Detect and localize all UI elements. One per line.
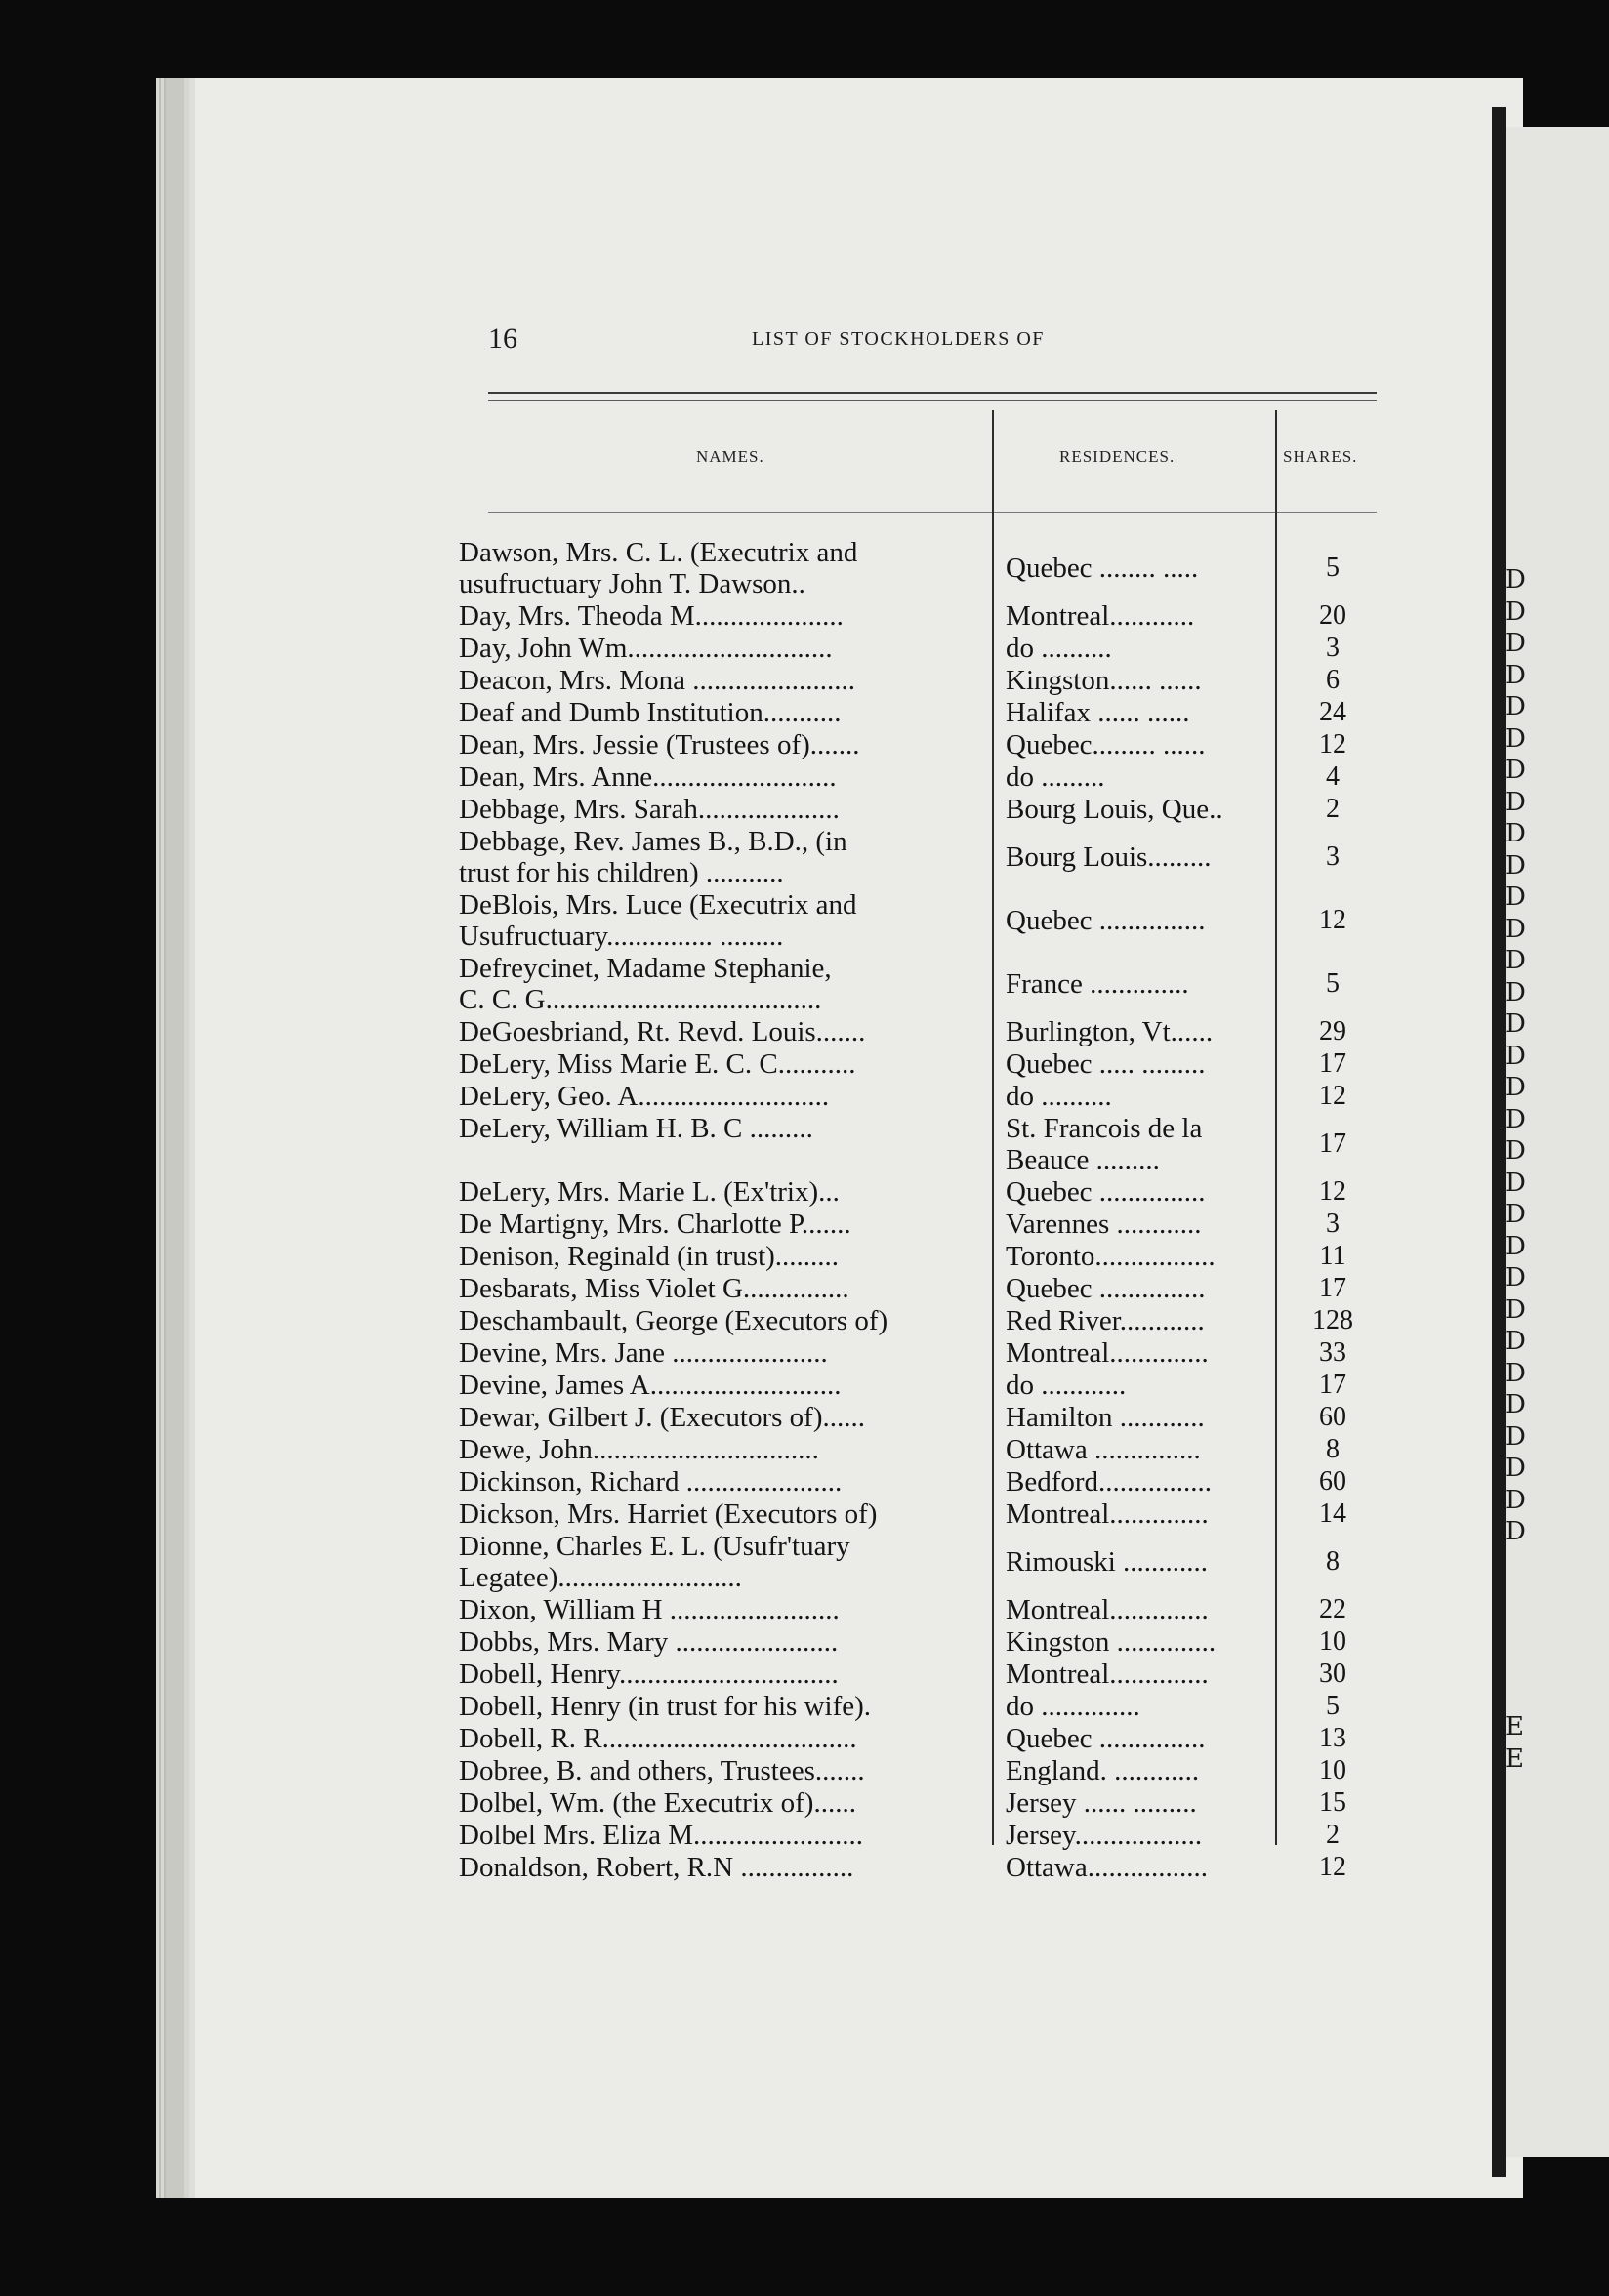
stockholder-residence: Quebec ...............	[1006, 905, 1206, 936]
stockholder-residence: do ..........	[1006, 633, 1112, 664]
stockholder-name: Dawson, Mrs. C. L. (Executrix and usufructuary John T. Dawson..	[459, 537, 858, 599]
facing-page-fragment: D	[1506, 1358, 1526, 1388]
stockholder-residence: Bedford................	[1006, 1466, 1213, 1497]
stockholder-shares: 3	[1326, 633, 1340, 663]
stockholder-shares: 3	[1326, 1209, 1340, 1239]
stockholder-shares: 17	[1319, 1048, 1346, 1079]
stockholder-residence: Jersey..................	[1006, 1820, 1203, 1851]
facing-page-fragment: D	[1506, 660, 1526, 690]
stockholder-shares: 29	[1319, 1016, 1346, 1046]
facing-page-fragment: D	[1506, 1231, 1526, 1261]
stockholder-residence: Quebec ...............	[1006, 1273, 1206, 1304]
table-row	[459, 633, 1396, 664]
table-row	[459, 1723, 1396, 1754]
stockholder-name: Dewe, John................................	[459, 1434, 819, 1465]
stockholder-shares: 24	[1319, 697, 1346, 727]
facing-page-fragment: D	[1506, 1104, 1526, 1134]
stockholder-name: Dolbel Mrs. Eliza M........................	[459, 1820, 864, 1851]
stockholder-residence: Quebec ..... .........	[1006, 1048, 1206, 1080]
table-row	[459, 1273, 1396, 1304]
stockholder-shares: 10	[1319, 1755, 1346, 1785]
facing-page-fragment: D	[1506, 756, 1526, 785]
facing-page-fragment: D	[1506, 850, 1526, 881]
table-row	[459, 1016, 1396, 1047]
stockholder-name: Dolbel, Wm. (the Executrix of)......	[459, 1787, 856, 1819]
stockholder-name: Devine, Mrs. Jane ......................	[459, 1337, 828, 1369]
stockholder-shares: 17	[1319, 1273, 1346, 1303]
column-header-names: NAMES.	[696, 447, 764, 466]
facing-page-fragment: D	[1506, 1390, 1526, 1419]
facing-page-fragment: D	[1506, 1263, 1526, 1292]
stockholder-name: DeBlois, Mrs. Luce (Executrix and Usufructuary............... .........	[459, 889, 857, 952]
table-row	[459, 1594, 1396, 1625]
table-row	[459, 1852, 1396, 1883]
stockholder-name: DeLery, Geo. A...........................	[459, 1081, 830, 1112]
table-row	[459, 665, 1396, 696]
stockholder-name: Dobell, Henry (in trust for his wife).	[459, 1691, 872, 1722]
facing-page-fragment: D	[1506, 723, 1526, 754]
table-row	[459, 1370, 1396, 1401]
stockholder-name: Dewar, Gilbert J. (Executors of)......	[459, 1402, 865, 1433]
stockholder-name: Deaf and Dumb Institution...........	[459, 697, 842, 728]
facing-page-fragment: D	[1506, 565, 1526, 594]
stockholder-shares: 13	[1319, 1723, 1346, 1753]
table-row	[459, 1081, 1396, 1112]
stockholder-shares: 2	[1326, 1820, 1340, 1850]
stockholder-name: DeLery, William H. B. C .........	[459, 1113, 813, 1144]
stockholder-residence: Halifax ...... ......	[1006, 697, 1190, 728]
stockholder-name: Denison, Reginald (in trust).........	[459, 1241, 840, 1272]
stockholder-shares: 22	[1319, 1594, 1346, 1624]
column-header-shares: SHARES.	[1283, 447, 1358, 466]
table-row	[459, 729, 1396, 760]
page-number: 16	[488, 322, 517, 354]
stockholder-shares: 5	[1326, 553, 1340, 583]
table-row	[459, 889, 1396, 952]
stockholder-name: Desbarats, Miss Violet G...............	[459, 1273, 849, 1304]
stockholder-shares: 20	[1319, 600, 1346, 631]
table-row	[459, 1755, 1396, 1786]
facing-page	[1506, 127, 1609, 2157]
table-row	[459, 1787, 1396, 1819]
stockholder-residence: Montreal..............	[1006, 1594, 1209, 1625]
facing-page-fragment: D	[1506, 1041, 1526, 1071]
stockholder-shares: 128	[1312, 1305, 1353, 1335]
table-row	[459, 794, 1396, 825]
table-row	[459, 1498, 1396, 1530]
stockholder-residence: Montreal............	[1006, 600, 1195, 632]
stockholder-table	[459, 537, 1396, 1884]
stockholder-name: Devine, James A...........................	[459, 1370, 842, 1401]
stockholder-residence: Montreal..............	[1006, 1337, 1209, 1369]
facing-page-fragment: D	[1506, 787, 1526, 817]
stockholder-name: Day, John Wm.............................	[459, 633, 833, 664]
stockholder-name: Deacon, Mrs. Mona .......................	[459, 665, 855, 696]
stockholder-name: Dionne, Charles E. L. (Usufr'tuary Legatee)..........................	[459, 1531, 850, 1593]
book-gutter	[1492, 107, 1506, 2177]
table-row	[459, 537, 1396, 599]
stockholder-name: Deschambault, George (Executors of)	[459, 1305, 888, 1336]
stockholder-residence: England. ............	[1006, 1755, 1200, 1786]
facing-page-fragment: D	[1506, 946, 1526, 975]
table-row	[459, 1337, 1396, 1369]
stockholder-residence: Bourg Louis, Que..	[1006, 794, 1223, 825]
stockholder-shares: 60	[1319, 1402, 1346, 1432]
table-row	[459, 1691, 1396, 1722]
stockholder-name: Dobree, B. and others, Trustees.......	[459, 1755, 865, 1786]
stockholder-residence: do ............	[1006, 1370, 1127, 1401]
column-header-residences: RESIDENCES.	[1059, 447, 1176, 466]
facing-page-fragment: D	[1506, 1421, 1526, 1452]
stockholder-shares: 10	[1319, 1626, 1346, 1657]
stockholder-shares: 14	[1319, 1498, 1346, 1529]
stockholder-residence: Jersey ...... .........	[1006, 1787, 1197, 1819]
facing-page-fragment: D	[1506, 1136, 1526, 1166]
facing-page-fragment: D	[1506, 1168, 1526, 1198]
stockholder-name: DeLery, Miss Marie E. C. C...........	[459, 1048, 856, 1080]
stockholder-shares: 6	[1326, 665, 1340, 695]
stockholder-shares: 12	[1319, 905, 1346, 935]
stockholder-residence: Burlington, Vt......	[1006, 1016, 1214, 1047]
stockholder-residence: Quebec ...............	[1006, 1723, 1206, 1754]
facing-page-fragment: D	[1506, 1454, 1526, 1483]
stockholder-residence: Hamilton ............	[1006, 1402, 1205, 1433]
stockholder-shares: 8	[1326, 1434, 1340, 1464]
stockholder-residence: Toronto.................	[1006, 1241, 1216, 1272]
facing-page-fragment: D	[1506, 1009, 1526, 1039]
stockholder-shares: 11	[1319, 1241, 1346, 1271]
table-row	[459, 1434, 1396, 1465]
stockholder-name: Defreycinet, Madame Stephanie, C. C. G.......................................	[459, 953, 832, 1015]
stockholder-name: Dickson, Mrs. Harriet (Executors of)	[459, 1498, 878, 1530]
stockholder-residence: do ..............	[1006, 1691, 1140, 1722]
stockholder-residence: Bourg Louis.........	[1006, 841, 1212, 873]
stockholder-residence: Quebec ...............	[1006, 1176, 1206, 1208]
table-row	[459, 600, 1396, 632]
stockholder-shares: 17	[1319, 1128, 1346, 1159]
running-head: LIST OF STOCKHOLDERS OF	[752, 328, 1045, 349]
stockholder-name: Dean, Mrs. Anne..........................	[459, 761, 837, 793]
stockholder-shares: 5	[1326, 968, 1340, 999]
facing-page-fragment: E	[1506, 1743, 1524, 1774]
stockholder-shares: 15	[1319, 1787, 1346, 1818]
stockholder-residence: Montreal..............	[1006, 1659, 1209, 1690]
table-row	[459, 1209, 1396, 1240]
stockholder-residence: Kingston...... ......	[1006, 665, 1202, 696]
stockholder-shares: 12	[1319, 1081, 1346, 1111]
facing-page-fragment: D	[1506, 882, 1526, 912]
table-row	[459, 953, 1396, 1015]
stockholder-shares: 12	[1319, 729, 1346, 759]
facing-page-fragment: D	[1506, 819, 1526, 848]
stockholder-name: DeGoesbriand, Rt. Revd. Louis.......	[459, 1016, 866, 1047]
facing-page-fragment: D	[1506, 1200, 1526, 1229]
table-row	[459, 1176, 1396, 1208]
stockholder-shares: 2	[1326, 794, 1340, 824]
stockholder-name: Dobell, R. R....................................	[459, 1723, 857, 1754]
stockholder-name: Dobell, Henry...............................	[459, 1659, 839, 1690]
stockholder-residence: Ottawa ...............	[1006, 1434, 1201, 1465]
stockholder-residence: St. Francois de la Beauce .........	[1006, 1113, 1203, 1175]
table-row	[459, 761, 1396, 793]
stockholder-name: Dean, Mrs. Jessie (Trustees of).......	[459, 729, 860, 760]
header-rule-thin	[488, 400, 1377, 401]
stockholder-name: Debbage, Rev. James B., B.D., (in trust for his children) ...........	[459, 826, 847, 888]
facing-page-fragment: D	[1506, 596, 1526, 627]
facing-page-fragment: D	[1506, 977, 1526, 1007]
stockholder-name: DeLery, Mrs. Marie L. (Ex'trix)...	[459, 1176, 840, 1208]
stockholder-shares: 30	[1319, 1659, 1346, 1689]
stockholder-residence: do ..........	[1006, 1081, 1112, 1112]
facing-page-fragment: D	[1506, 1294, 1526, 1325]
facing-page-fragment: D	[1506, 914, 1526, 944]
stockholder-residence: do .........	[1006, 761, 1105, 793]
stockholder-residence: Kingston ..............	[1006, 1626, 1217, 1658]
stockholder-shares: 12	[1319, 1852, 1346, 1882]
stockholder-name: Day, Mrs. Theoda M.....................	[459, 600, 844, 632]
table-row	[459, 1402, 1396, 1433]
page-header	[488, 322, 1367, 361]
stockholder-name: Dobbs, Mrs. Mary .......................	[459, 1626, 839, 1658]
table-row	[459, 826, 1396, 888]
stockholder-residence: Quebec......... ......	[1006, 729, 1206, 760]
table-row	[459, 1820, 1396, 1851]
facing-page-fragment: D	[1506, 1073, 1526, 1102]
table-row	[459, 1241, 1396, 1272]
stockholder-shares: 60	[1319, 1466, 1346, 1496]
stockholder-residence: France ..............	[1006, 968, 1189, 1000]
table-row	[459, 1659, 1396, 1690]
stockholder-residence: Quebec ........ .....	[1006, 553, 1199, 584]
table-row	[459, 697, 1396, 728]
stockholder-shares: 12	[1319, 1176, 1346, 1207]
table-row	[459, 1531, 1396, 1593]
stockholder-name: De Martigny, Mrs. Charlotte P.......	[459, 1209, 851, 1240]
stockholder-name: Dixon, William H ........................	[459, 1594, 840, 1625]
stockholder-name: Donaldson, Robert, R.N ................	[459, 1852, 854, 1883]
facing-page-fragment: E	[1506, 1712, 1524, 1742]
stockholder-residence: Ottawa.................	[1006, 1852, 1208, 1883]
table-row	[459, 1466, 1396, 1497]
facing-page-fragment: D	[1506, 1485, 1526, 1515]
stockholder-residence: Varennes ............	[1006, 1209, 1202, 1240]
stockholder-shares: 3	[1326, 841, 1340, 872]
stockholder-residence: Rimouski ............	[1006, 1546, 1209, 1578]
table-row	[459, 1305, 1396, 1336]
table-row	[459, 1048, 1396, 1080]
stockholder-shares: 17	[1319, 1370, 1346, 1400]
facing-page-fragment: D	[1506, 1327, 1526, 1356]
table-row	[459, 1626, 1396, 1658]
facing-page-fragment: D	[1506, 629, 1526, 658]
table-row	[459, 1113, 1396, 1175]
header-rule	[488, 392, 1377, 394]
stockholder-residence: Montreal..............	[1006, 1498, 1209, 1530]
facing-page-fragment: D	[1506, 692, 1526, 721]
stockholder-shares: 5	[1326, 1691, 1340, 1721]
stockholder-name: Dickinson, Richard ......................	[459, 1466, 843, 1497]
stockholder-residence: Red River............	[1006, 1305, 1205, 1336]
facing-page-fragment: D	[1506, 1517, 1526, 1546]
stockholder-shares: 33	[1319, 1337, 1346, 1368]
stockholder-shares: 8	[1326, 1546, 1340, 1577]
stockholder-name: Debbage, Mrs. Sarah....................	[459, 794, 840, 825]
stockholder-shares: 4	[1326, 761, 1340, 792]
